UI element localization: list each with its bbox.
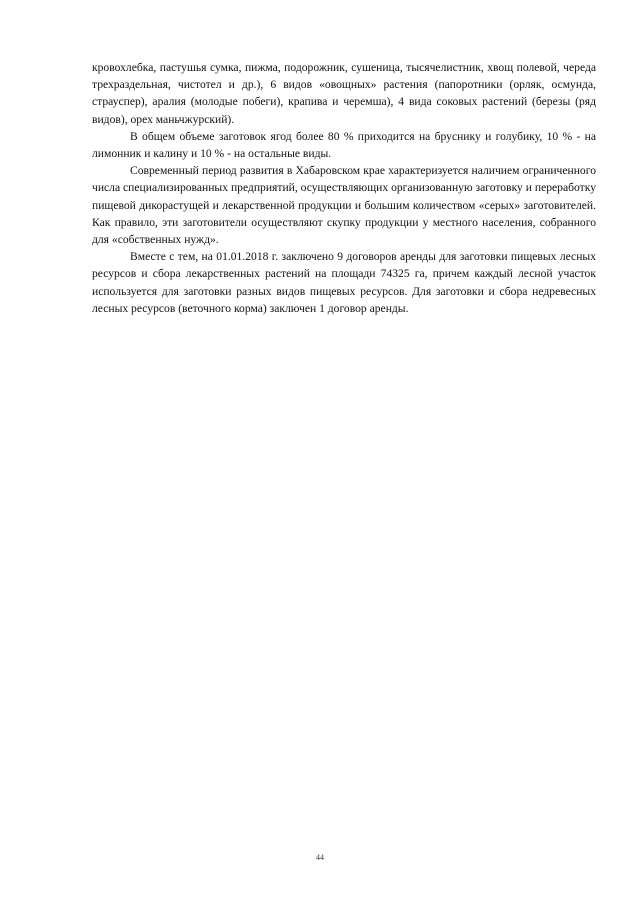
- paragraph-plant-species: кровохлебка, пастушья сумка, пижма, подорожник, сушеница, тысячелистник, хвощ полевой, череда трехраздельная, чистотел и др.), 6 видов «овощных» растения (папоротники (орляк, осмунда, страуспер), аралия (молодые побеги), крапива и черемша), 4 вида соковых растений (березы (ряд видов), орех маньчжурский).: [92, 61, 596, 126]
- paragraph-current-period: Современный период развития в Хабаровском крае характеризуется наличием ограниченного числа специализированных предприятий, осуществляющих организованную заготовку и переработку пищевой дикорастущей и лекарственной продукции и большим количеством «серых» заготовителей. Как правило, эти заготовители осуществляют скупку продукции у местного населения, собранного для «собственных нужд».: [92, 164, 596, 247]
- page-number: 44: [316, 853, 324, 862]
- paragraph-lease-contracts: Вместе с тем, на 01.01.2018 г. заключено 9 договоров аренды для заготовки пищевых лесных ресурсов и сбора лекарственных растений на площади 74325 га, причем каждый лесной участок используется для заготовки разных видов пищевых ресурсов. Для заготовки и сбора недревесных лесных ресурсов (веточного корма) заключен 1 договор аренды.: [92, 250, 596, 315]
- body-text: [92, 59, 596, 317]
- paragraph-berry-volume: В общем объеме заготовок ягод более 80 % приходится на бруснику и голубику, 10 % - на лимонник и калину и 10 % - на остальные виды.: [92, 129, 596, 161]
